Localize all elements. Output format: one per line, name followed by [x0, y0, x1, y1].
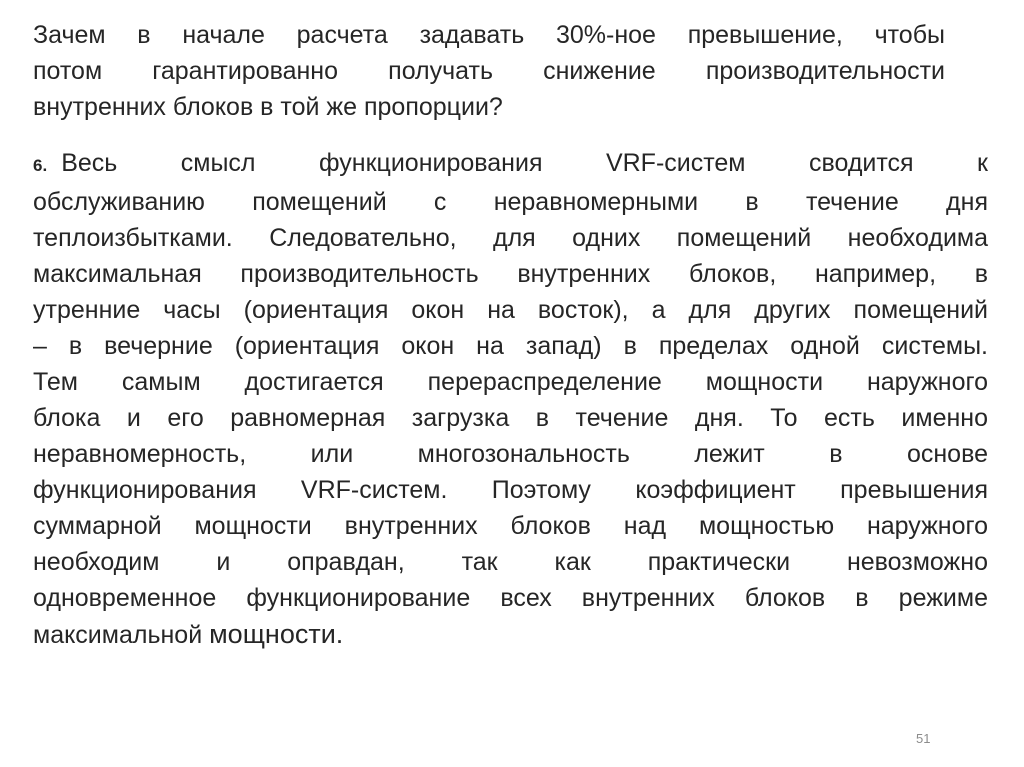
question-paragraph — [33, 17, 945, 125]
answer-paragraph — [33, 145, 988, 653]
text-line-end: мощности. — [209, 619, 344, 649]
text-line: максимальная производительность внутренних блоков, например, в — [33, 260, 988, 288]
item-number: 6. — [33, 156, 48, 175]
text-line: потом гарантированно получать снижение производительности — [33, 57, 945, 85]
text-line: Тем самым достигается перераспределение мощности наружного — [33, 368, 988, 396]
text-line-last — [33, 616, 988, 653]
text-line: – в вечерние (ориентация окон на запад) в пределах одной системы. — [33, 332, 988, 360]
text-line: обслуживанию помещений с неравномерными в течение дня — [33, 188, 988, 216]
text-line: необходим и оправдан, так как практически невозможно — [33, 548, 988, 576]
text-line: Зачем в начале расчета задавать 30%-ное превышение, чтобы — [33, 21, 945, 49]
text-line: суммарной мощности внутренних блоков над мощностью наружного — [33, 512, 988, 540]
text-line: теплоизбытками. Следовательно, для одних помещений необходима — [33, 224, 988, 252]
text-line: функционирования VRF-систем. Поэтому коэффициент превышения — [33, 476, 988, 504]
text-line: утренние часы (ориентация окон на восток), а для других помещений — [33, 296, 988, 324]
text-line: неравномерность, или многозональность лежит в основе — [33, 440, 988, 468]
text-line: одновременное функционирование всех внутренних блоков в режиме — [33, 584, 988, 612]
text-line-first — [33, 145, 988, 184]
text-line-start: максимальной — [33, 621, 210, 649]
text-line-content: Весь смысл функционирования VRF-систем сводится к — [61, 149, 988, 177]
text-line: внутренних блоков в той же пропорции? — [33, 93, 503, 121]
page-number: 51 — [916, 731, 931, 746]
text-line: блока и его равномерная загрузка в течение дня. То есть именно — [33, 404, 988, 432]
